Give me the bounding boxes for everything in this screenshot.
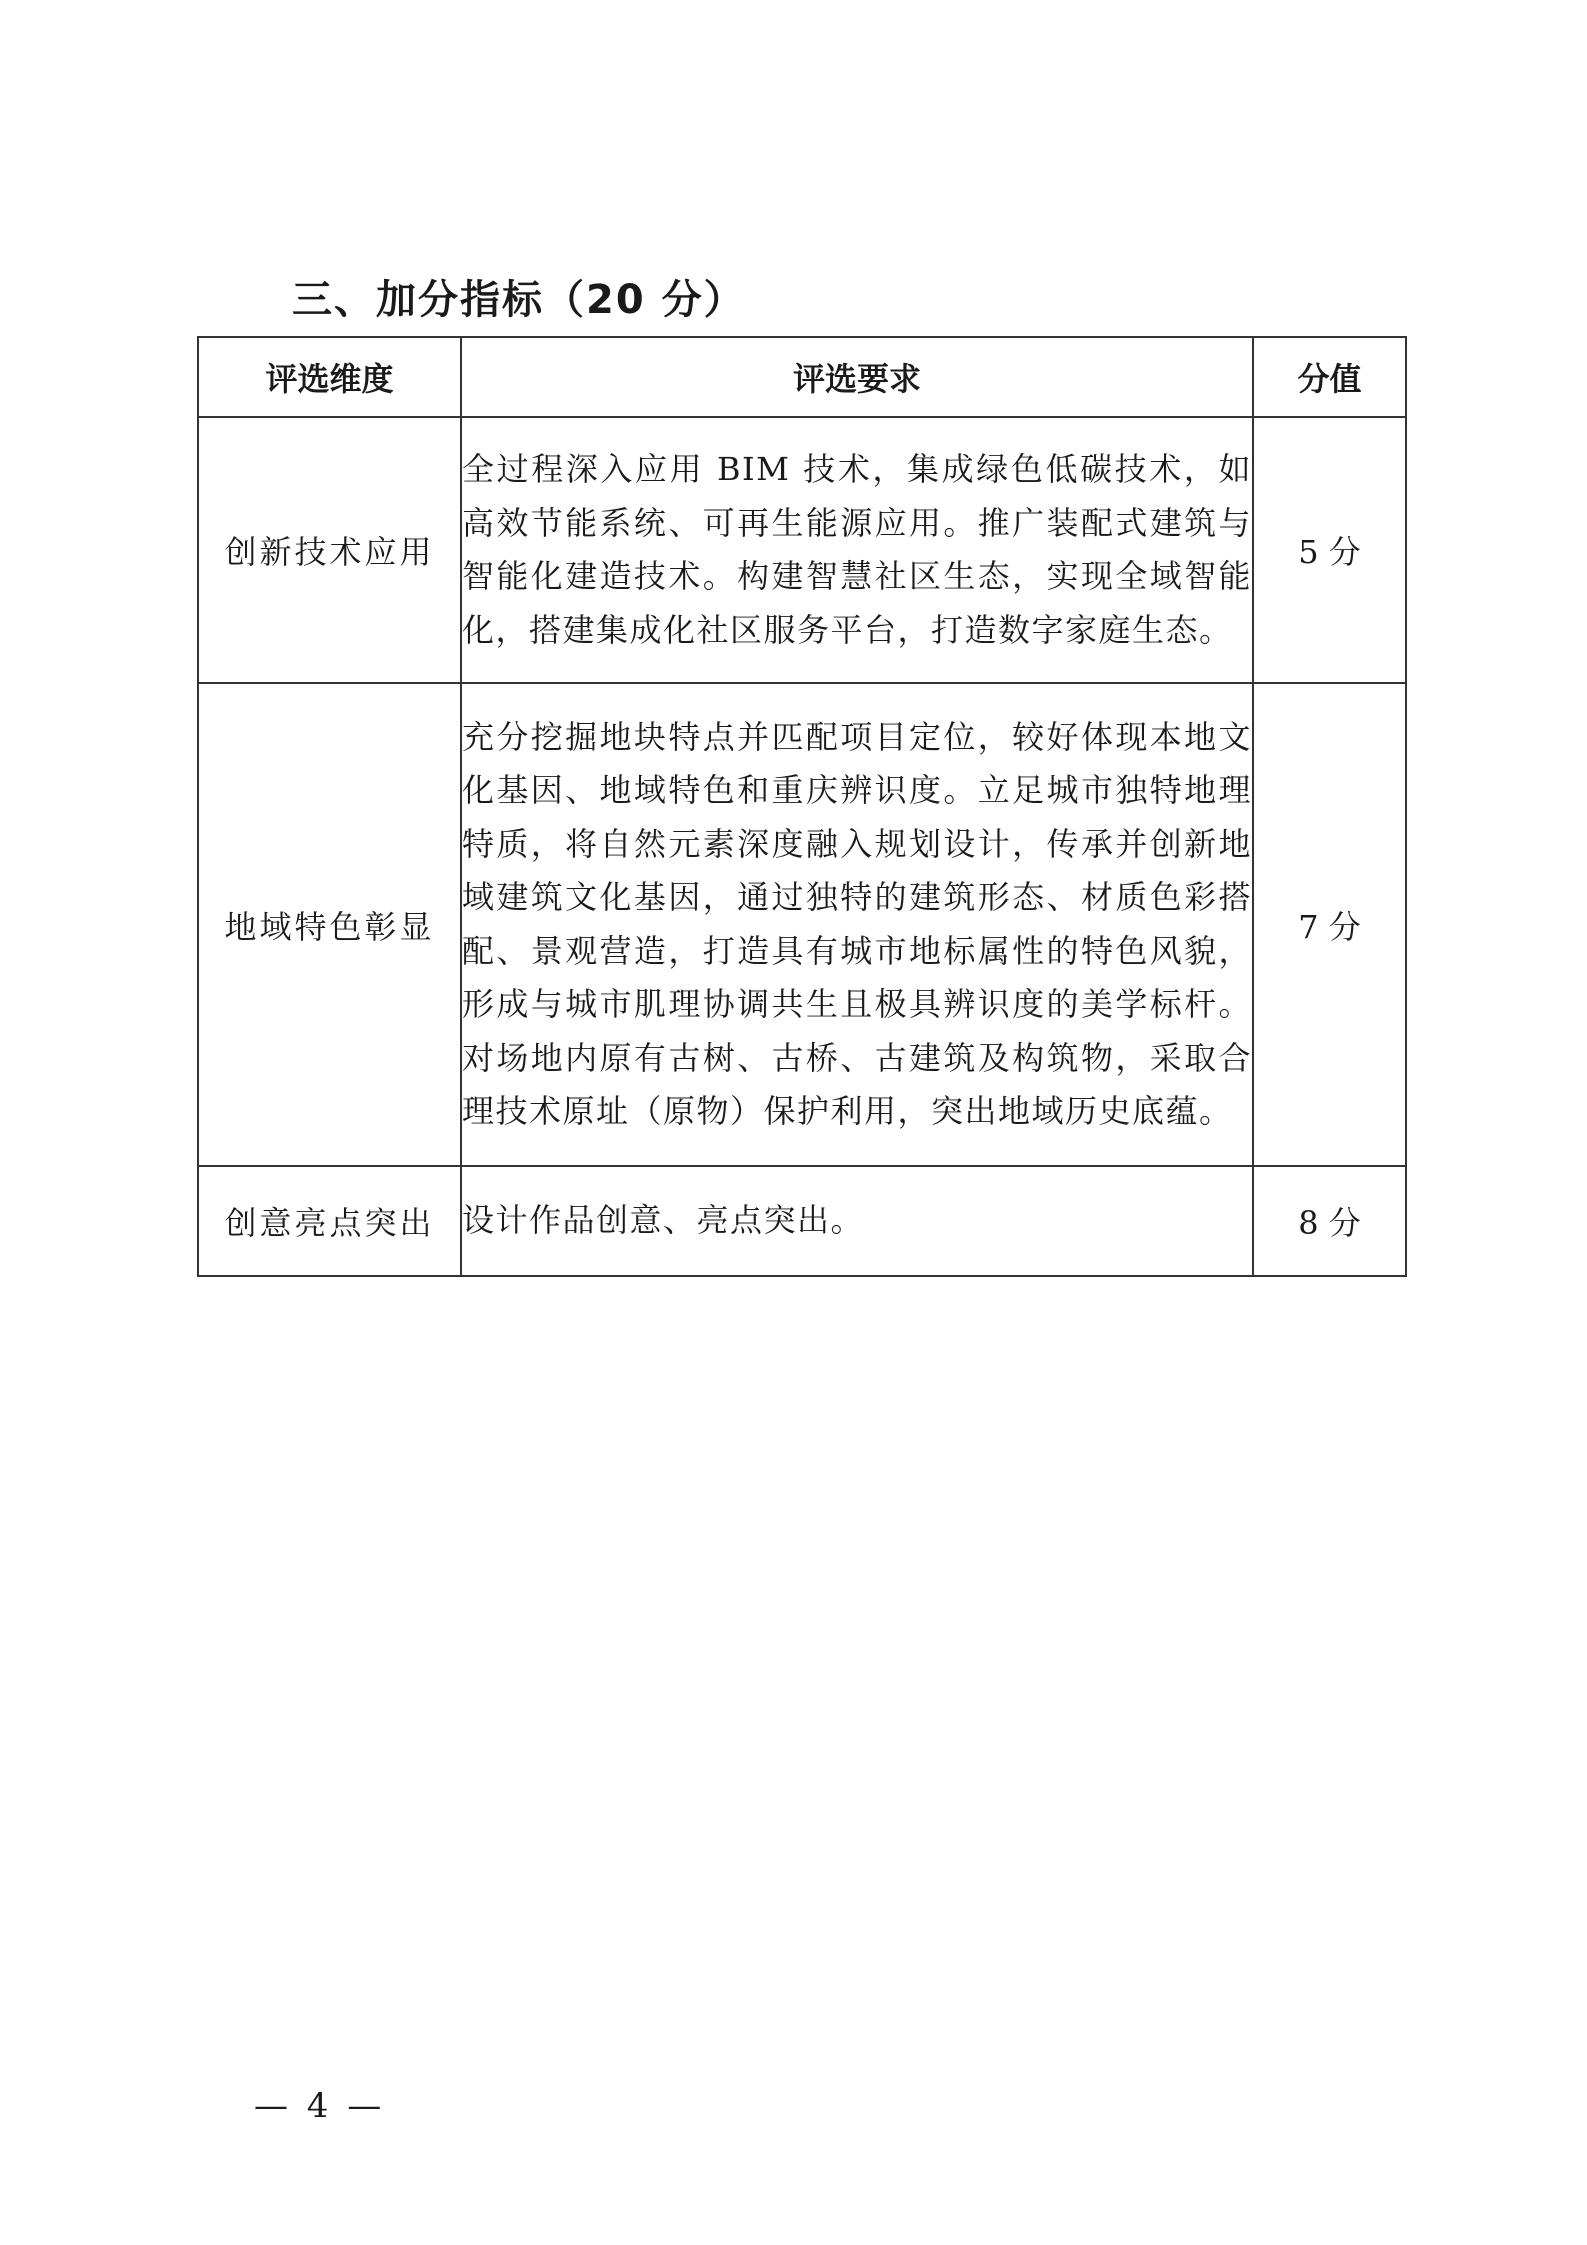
section-heading: 三、加分指标（20 分） [292, 277, 746, 323]
row-dimension: 地域特色彰显 [198, 683, 461, 1166]
page-number: — 4 — [254, 2086, 386, 2126]
row-requirement: 全过程深入应用 BIM 技术，集成绿色低碳技术，如高效节能系统、可再生能源应用。推广装配式建筑与智能化建造技术。构建智慧社区生态，实现全域智能化，搭建集成化社区服务平台，打造数字家庭生态。 [461, 417, 1253, 683]
row-dimension: 创意亮点突出 [198, 1166, 461, 1276]
header-dimension: 评选维度 [198, 337, 461, 417]
table-header-row [198, 337, 1406, 417]
table-row [198, 417, 1406, 683]
header-requirement: 评选要求 [461, 337, 1253, 417]
row-dimension: 创新技术应用 [198, 417, 461, 683]
header-score: 分值 [1253, 337, 1406, 417]
row-requirement: 充分挖掘地块特点并匹配项目定位，较好体现本地文化基因、地域特色和重庆辨识度。立足城市独特地理特质，将自然元素深度融入规划设计，传承并创新地域建筑文化基因，通过独特的建筑形态、材质色彩搭配、景观营造，打造具有城市地标属性的特色风貌，形成与城市肌理协调共生且极具辨识度的美学标杆。对场地内原有古树、古桥、古建筑及构筑物，采取合理技术原址（原物）保护利用，突出地域历史底蕴。 [461, 683, 1253, 1166]
row-score: 5 分 [1253, 417, 1406, 683]
bonus-criteria-table [197, 336, 1407, 1277]
row-requirement: 设计作品创意、亮点突出。 [461, 1166, 1253, 1276]
table-row [198, 683, 1406, 1166]
row-score: 8 分 [1253, 1166, 1406, 1276]
row-score: 7 分 [1253, 683, 1406, 1166]
table-row [198, 1166, 1406, 1276]
